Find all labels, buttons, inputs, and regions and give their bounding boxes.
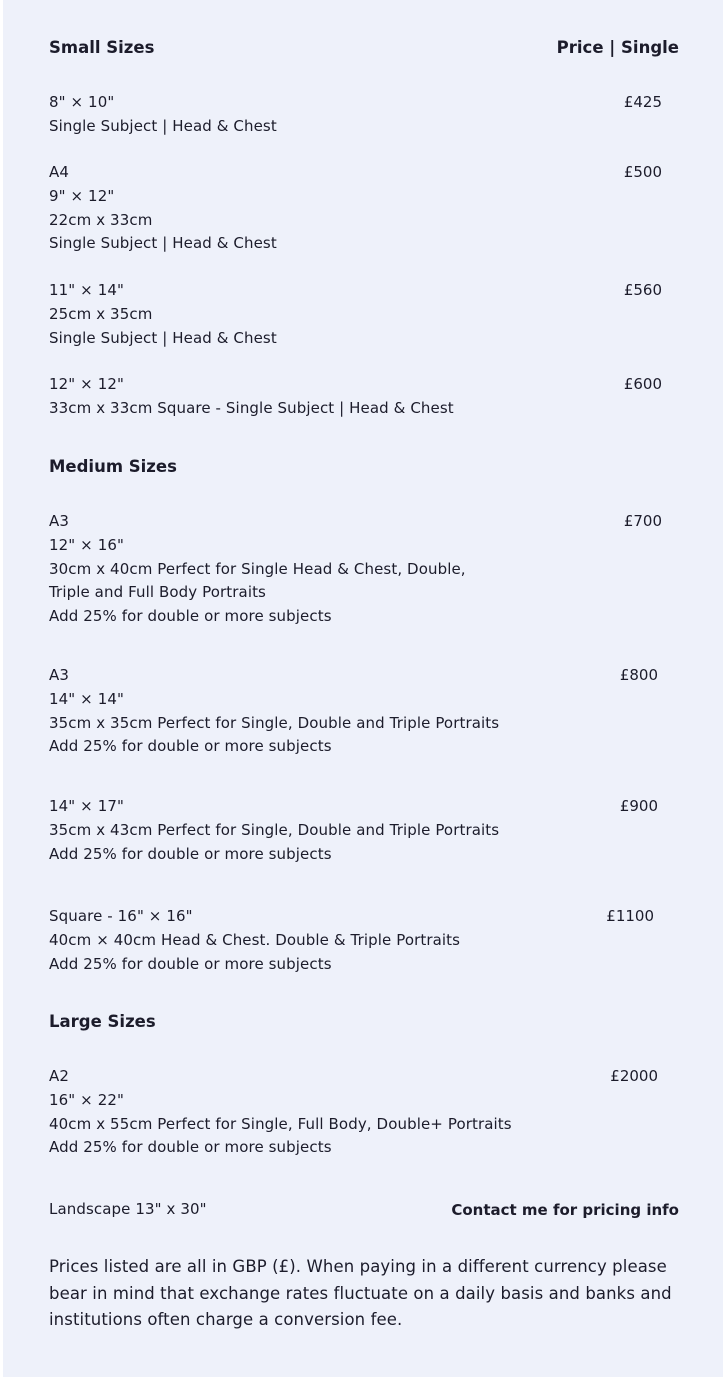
item-desc-line: 40cm x 55cm Perfect for Single, Full Body, Double+ Portraits bbox=[49, 1114, 512, 1133]
item-size-line: A4 bbox=[49, 163, 70, 181]
item-desc-line: 30cm x 40cm Perfect for Single Head & Chest, Double, bbox=[49, 559, 466, 578]
item-size-line: 22cm x 33cm bbox=[49, 210, 153, 229]
item-size-line: A3 bbox=[49, 512, 70, 530]
item-price: £500 bbox=[623, 163, 662, 181]
item-price: £700 bbox=[623, 512, 662, 530]
currency-footnote: Prices listed are all in GBP (£). When paying in a different currency please bear in mind that exchange rates fluctuate on a daily basis and banks and institutions often charge a conversion fee. bbox=[49, 1257, 672, 1329]
item-note-line: Add 25% for double or more subjects bbox=[49, 844, 332, 863]
price-item bbox=[49, 1065, 679, 1160]
item-size-line: A3 bbox=[49, 666, 70, 684]
price-item bbox=[49, 905, 679, 976]
item-note-line: Add 25% for double or more subjects bbox=[49, 1138, 332, 1157]
item-size-line: 9" × 12" bbox=[49, 186, 115, 205]
item-desc-line: Triple and Full Body Portraits bbox=[49, 583, 266, 602]
price-item bbox=[49, 795, 679, 866]
section-heading-medium: Medium Sizes bbox=[49, 457, 177, 476]
item-size-line: 8" × 10" bbox=[49, 93, 115, 111]
pricing-panel bbox=[3, 0, 723, 1377]
item-desc-line: 35cm x 35cm Perfect for Single, Double and Triple Portraits bbox=[49, 713, 500, 732]
item-desc-line: 33cm x 33cm Square - Single Subject | Head & Chest bbox=[49, 398, 454, 417]
item-price: £1100 bbox=[606, 907, 654, 925]
item-size-line: 11" × 14" bbox=[49, 281, 124, 299]
price-item bbox=[49, 373, 679, 421]
section-heading-large: Large Sizes bbox=[49, 1012, 156, 1031]
item-desc-line: Single Subject | Head & Chest bbox=[49, 116, 277, 135]
item-desc-line: 40cm × 40cm Head & Chest. Double & Triple Portraits bbox=[49, 930, 461, 949]
price-item bbox=[49, 510, 679, 629]
price-item bbox=[49, 161, 679, 256]
item-size-line: 16" × 22" bbox=[49, 1090, 124, 1109]
item-price: £600 bbox=[623, 375, 662, 393]
item-desc-line: Single Subject | Head & Chest bbox=[49, 328, 277, 347]
item-price: £2000 bbox=[610, 1067, 658, 1085]
item-size-line: 25cm x 35cm bbox=[49, 304, 153, 323]
item-size-line: 12" × 16" bbox=[49, 535, 124, 554]
price-column-header: Price | Single bbox=[556, 38, 679, 57]
item-desc-line: Single Subject | Head & Chest bbox=[49, 234, 277, 253]
item-size-line: A2 bbox=[49, 1067, 70, 1085]
contact-pricing-text: Contact me for pricing info bbox=[451, 1201, 679, 1219]
item-size-line: 12" × 12" bbox=[49, 375, 124, 393]
item-size-line: 14" × 14" bbox=[49, 689, 124, 708]
item-desc-line: 35cm x 43cm Perfect for Single, Double and Triple Portraits bbox=[49, 820, 500, 839]
landscape-label: Landscape 13" x 30" bbox=[49, 1200, 207, 1218]
item-note-line: Add 25% for double or more subjects bbox=[49, 607, 332, 626]
item-price: £800 bbox=[619, 666, 658, 684]
item-price: £900 bbox=[619, 797, 658, 815]
section-heading-small: Small Sizes bbox=[49, 38, 155, 57]
item-price: £425 bbox=[623, 93, 662, 111]
item-note-line: Add 25% for double or more subjects bbox=[49, 737, 332, 756]
price-item bbox=[49, 664, 679, 759]
item-note-line: Add 25% for double or more subjects bbox=[49, 954, 332, 973]
item-size-line: 14" × 17" bbox=[49, 797, 124, 815]
item-price: £560 bbox=[623, 281, 662, 299]
item-size-line: Square - 16" × 16" bbox=[49, 907, 193, 925]
price-item bbox=[49, 279, 679, 350]
price-item bbox=[49, 91, 679, 139]
